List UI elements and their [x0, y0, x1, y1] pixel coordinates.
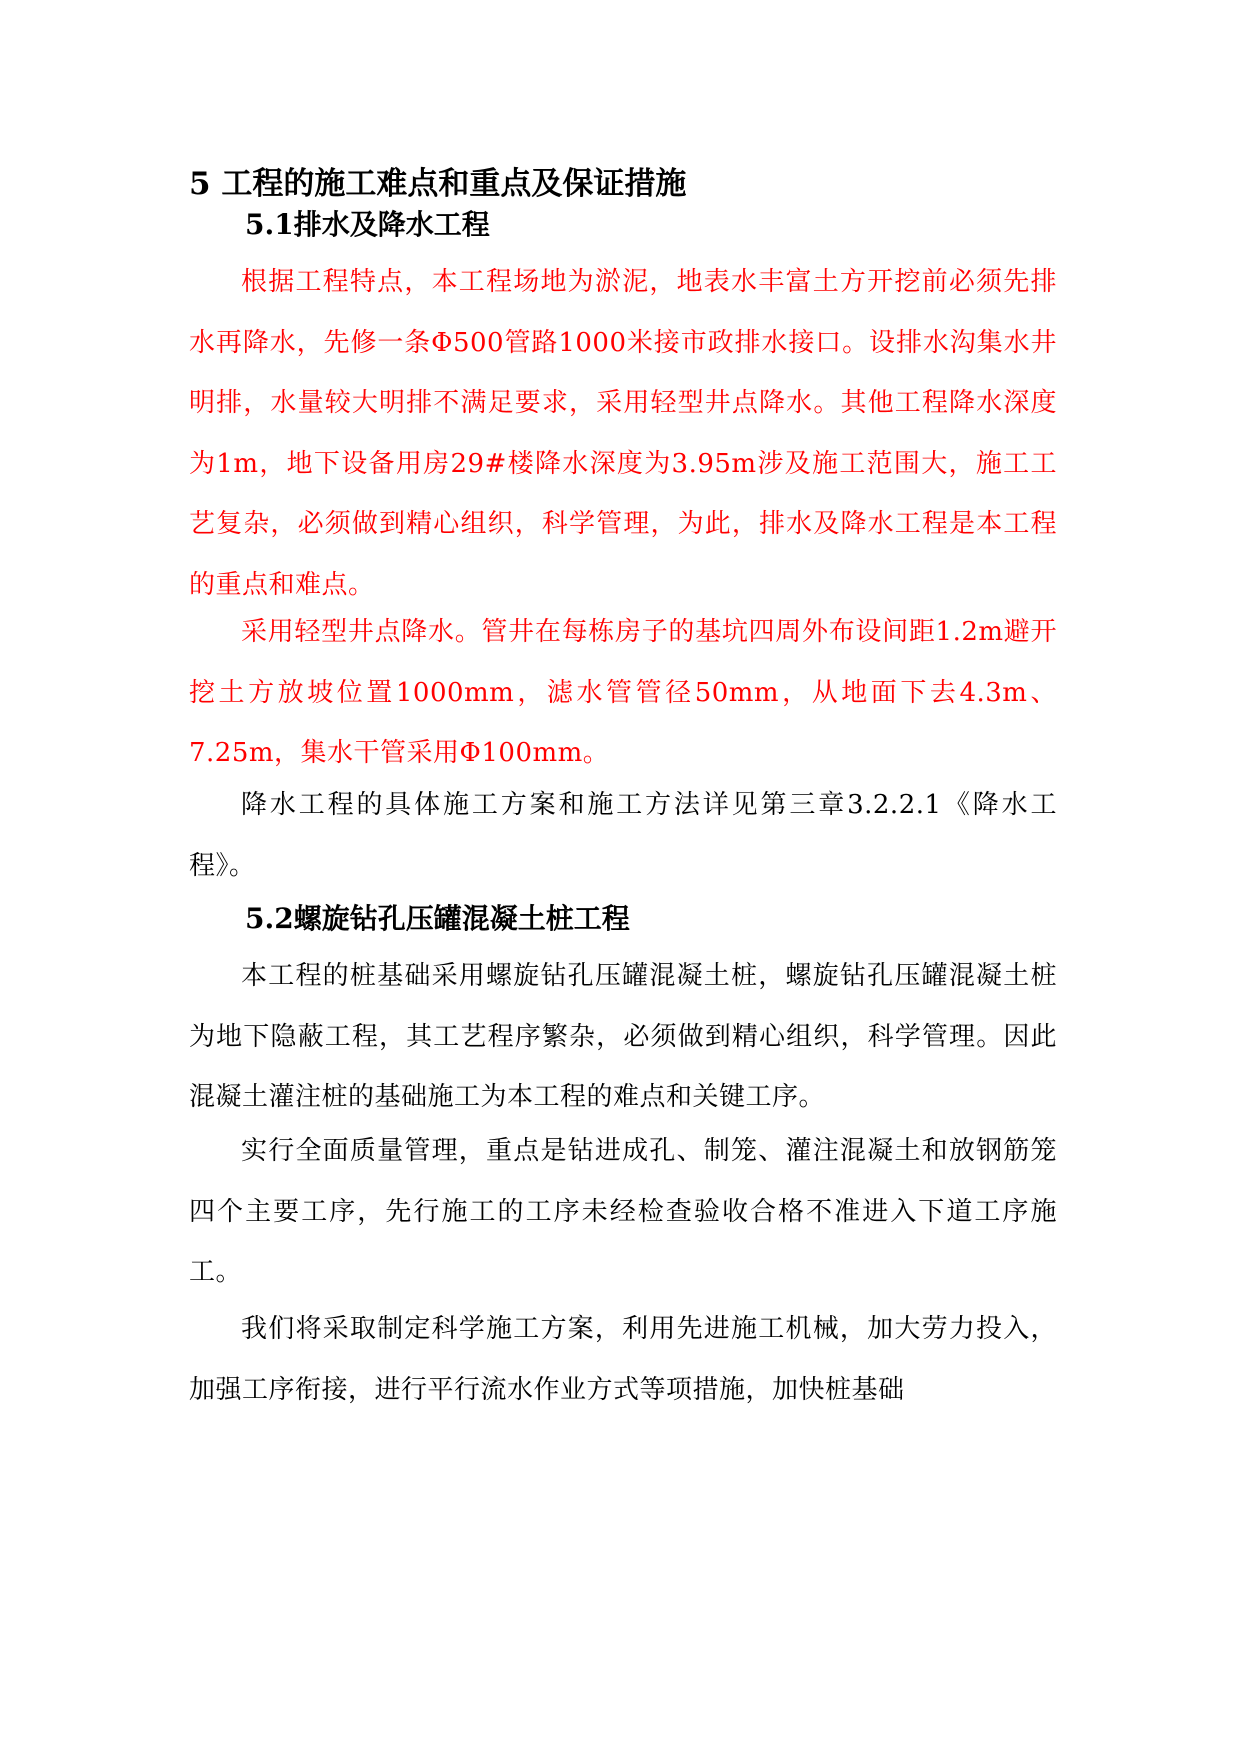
section-heading-pile-works: 5.2螺旋钻孔压罐混凝土桩工程: [245, 902, 630, 935]
paragraph-dewatering-reference: 降水工程的具体施工方案和施工方法详见第三章3.2.2.1《降水工程》。: [189, 790, 1057, 881]
section-heading-drainage: 5.1排水及降水工程: [245, 208, 490, 241]
paragraph-pile-foundation: 本工程的桩基础采用螺旋钻孔压罐混凝土桩，螺旋钻孔压罐混凝土桩为地下隐蔽工程，其工艺程序繁杂，必须做到精心组织，科学管理。因此混凝土灌注桩的基础施工为本工程的难点和关键工序。: [189, 961, 1057, 1112]
chapter-heading: 5 工程的施工难点和重点及保证措施: [189, 166, 687, 202]
paragraph-quality-management: 实行全面质量管理，重点是钻进成孔、制笼、灌注混凝土和放钢筋笼四个主要工序，先行施工的工序未经检查验收合格不准进入下道工序施工。: [189, 1136, 1057, 1287]
paragraph-construction-measures: 我们将采取制定科学施工方案，利用先进施工机械，加大劳力投入，加强工序衔接，进行平行流水作业方式等项措施，加快桩基础: [189, 1314, 1057, 1405]
paragraph-drainage-overview: 根据工程特点，本工程场地为淤泥，地表水丰富土方开挖前必须先排水再降水，先修一条Φ500管路1000米接市政排水接口。设排水沟集水井明排，水量较大明排不满足要求，采用轻型井点降水。其他工程降水深度为1m，地下设备用房29#楼降水深度为3.95m涉及施工范围大，施工工艺复杂，必须做到精心组织，科学管理，为此，排水及降水工程是本工程的重点和难点。: [189, 267, 1057, 600]
paragraph-well-point-dewatering: 采用轻型井点降水。管井在每栋房子的基坑四周外布设间距1.2m避开挖土方放坡位置1000mm，滤水管管径50mm，从地面下去4.3m、7.25m，集水干管采用Φ100mm。: [189, 617, 1057, 768]
